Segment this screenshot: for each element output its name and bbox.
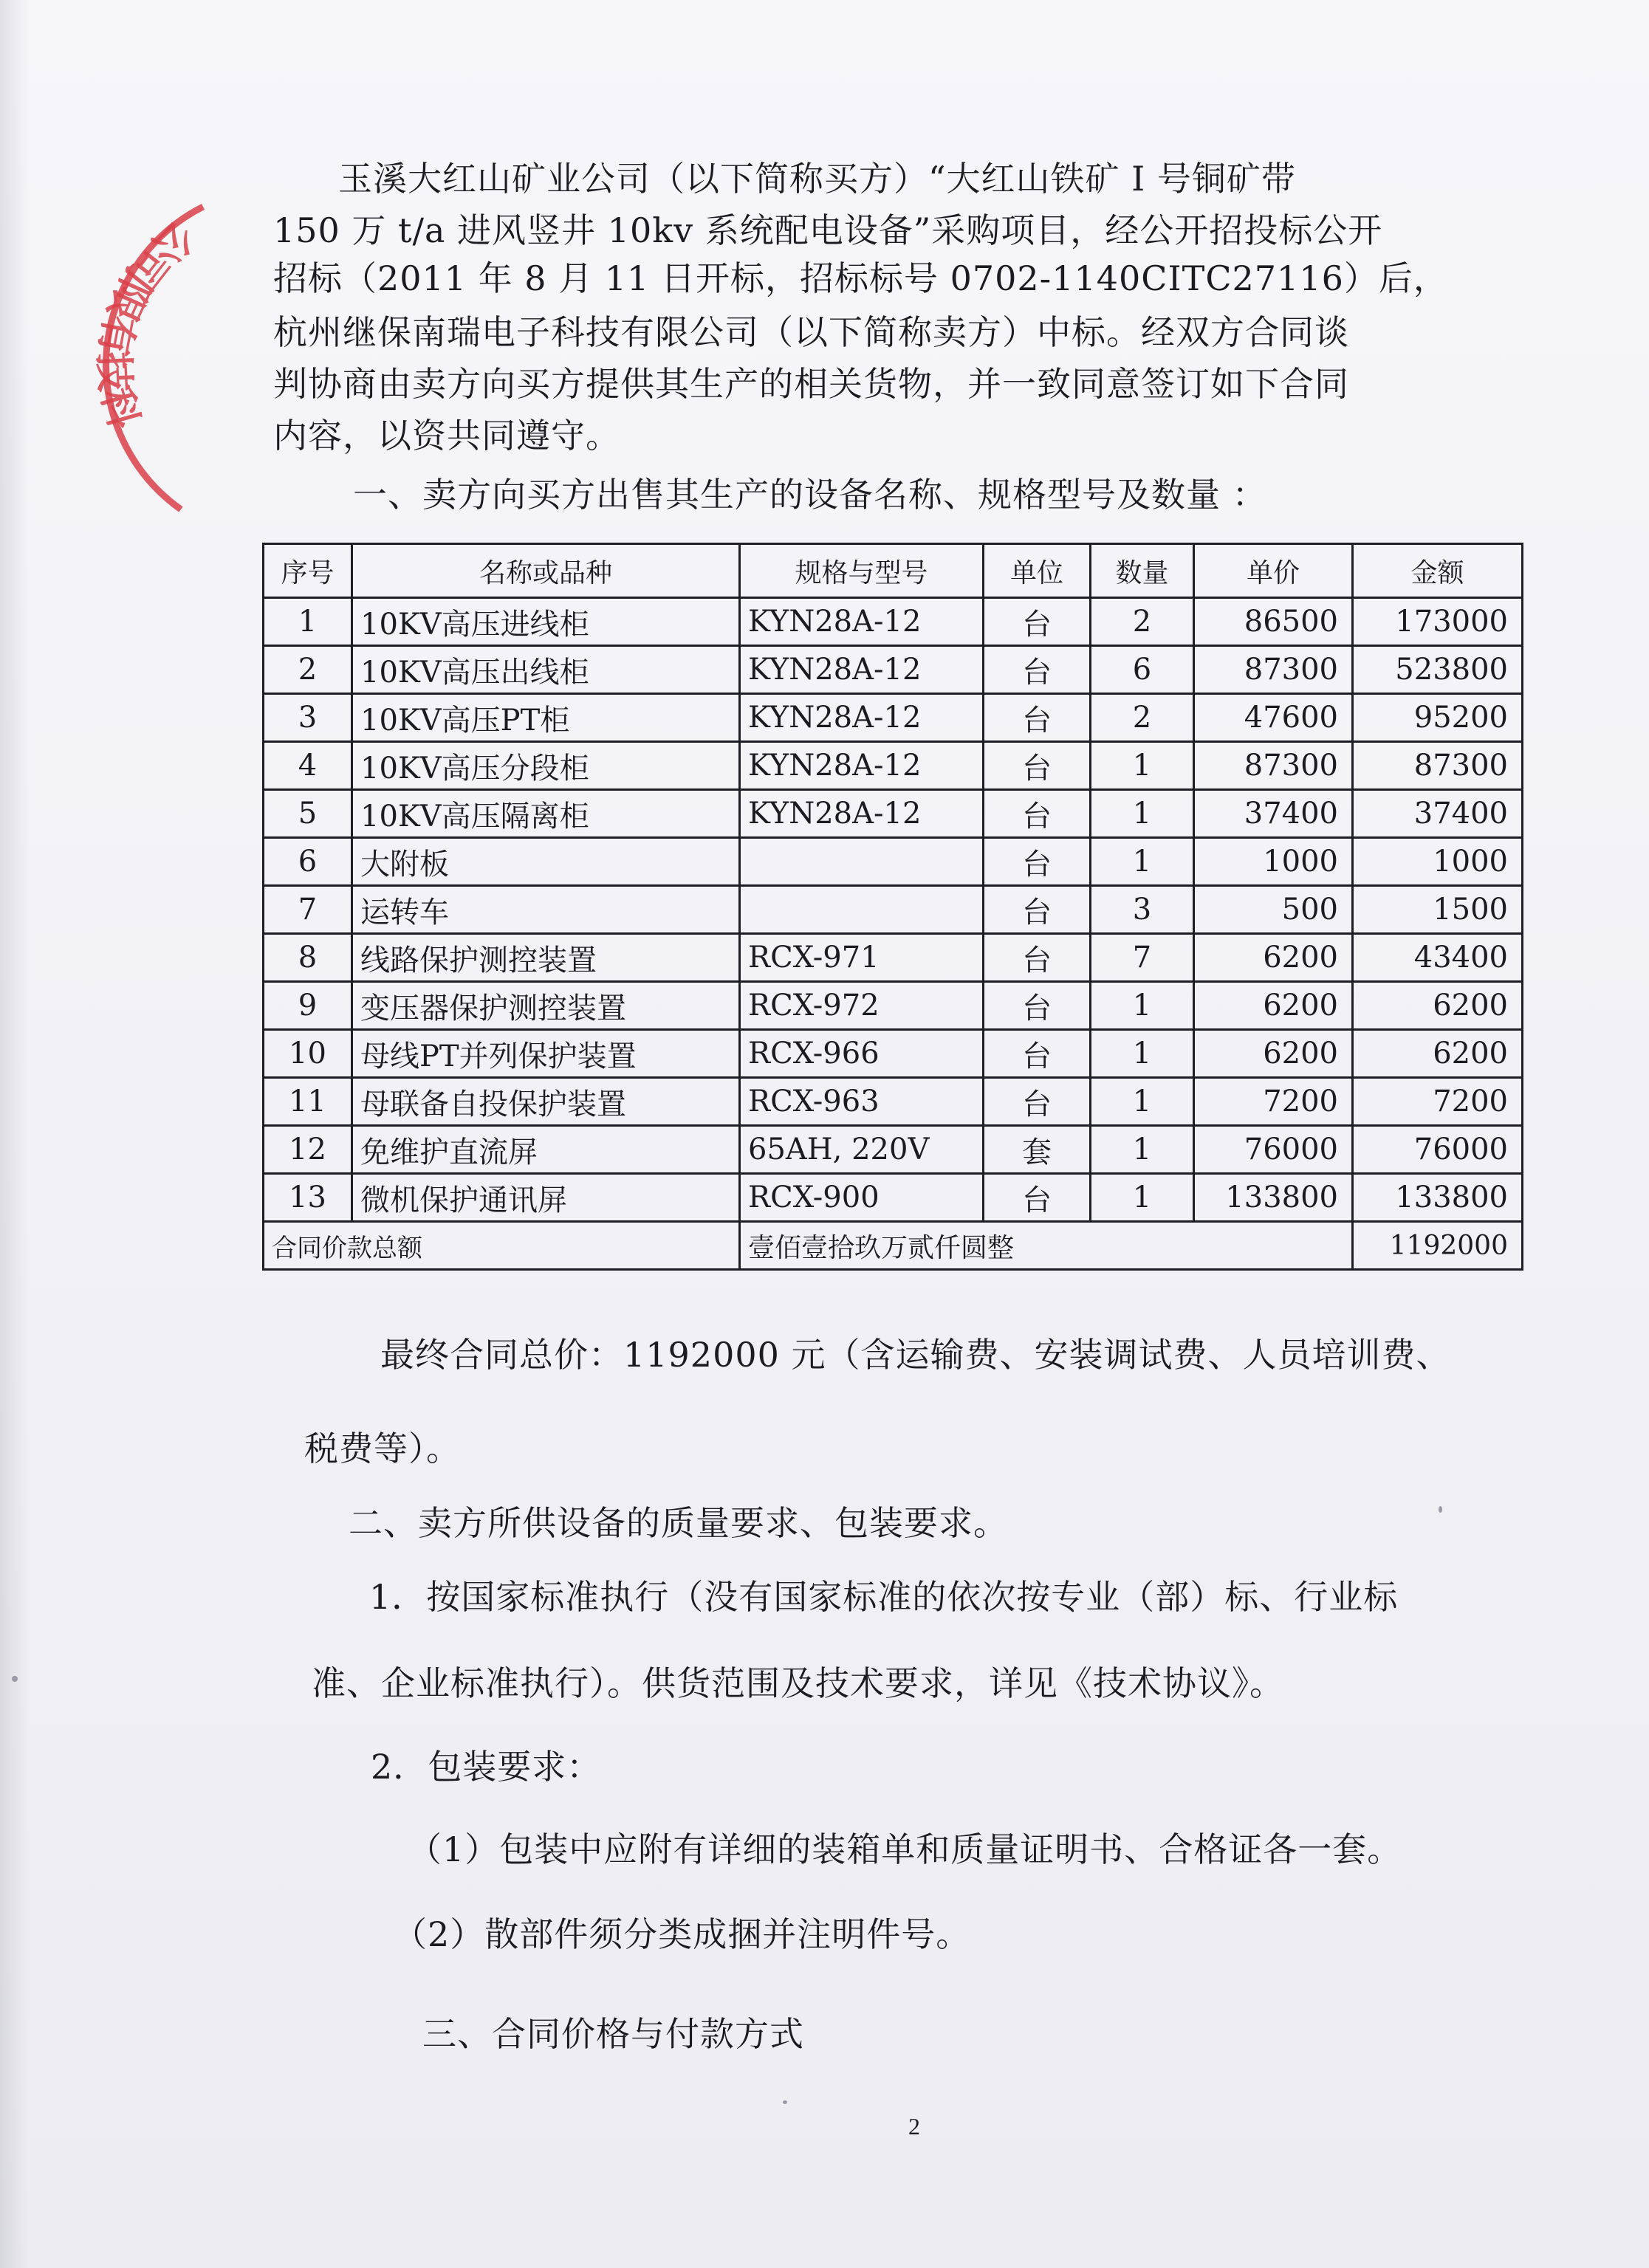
cell-model: KYN28A-12 — [740, 790, 984, 838]
cell-seq: 2 — [264, 646, 352, 694]
total-in-words: 壹佰壹拾玖万贰仟圆整 — [740, 1222, 1353, 1270]
cell-seq: 1 — [264, 598, 352, 646]
section-1-title: 一、卖方向买方出售其生产的设备名称、规格型号及数量 ： — [353, 475, 1267, 515]
intro-line-4: 杭州继保南瑞电子科技有限公司（以下简称卖方）中标。经双方合同谈 — [273, 312, 1349, 352]
cell-amount: 6200 — [1353, 982, 1523, 1030]
table-row — [264, 886, 1523, 934]
cell-amount: 1000 — [1353, 838, 1523, 886]
equipment-table — [262, 543, 1523, 1271]
cell-unit-price: 500 — [1194, 886, 1353, 934]
final-price-line-2: 税费等）。 — [304, 1429, 461, 1468]
intro-line-1: 玉溪大红山矿业公司（以下简称买方）“大红山铁矿 I 号铜矿带 — [338, 159, 1296, 199]
cell-unit-price: 87300 — [1194, 646, 1353, 694]
table-row — [264, 742, 1523, 790]
header-model: 规格与型号 — [740, 544, 984, 598]
table-row — [264, 790, 1523, 838]
cell-model — [740, 886, 984, 934]
section-2-sub-1: （1）包装中应附有详细的装箱单和质量证明书、合格证各一套。 — [408, 1829, 1402, 1869]
cell-model — [740, 838, 984, 886]
cell-model: 65AH, 220V — [740, 1126, 984, 1174]
cell-unit-price: 86500 — [1194, 598, 1353, 646]
cell-unit-price: 6200 — [1194, 934, 1353, 982]
cell-name: 变压器保护测控装置 — [352, 982, 740, 1030]
cell-qty: 1 — [1091, 1174, 1194, 1222]
table-header-row — [264, 544, 1523, 598]
table-row — [264, 838, 1523, 886]
cell-name: 运转车 — [352, 886, 740, 934]
cell-qty: 6 — [1091, 646, 1194, 694]
cell-unit: 台 — [984, 1030, 1091, 1078]
cell-unit-price: 1000 — [1194, 838, 1353, 886]
cell-unit-price: 76000 — [1194, 1126, 1353, 1174]
cell-seq: 12 — [264, 1126, 352, 1174]
cell-qty: 1 — [1091, 742, 1194, 790]
cell-unit-price: 6200 — [1194, 1030, 1353, 1078]
cell-unit-price: 47600 — [1194, 694, 1353, 742]
table-row — [264, 982, 1523, 1030]
cell-unit: 台 — [984, 646, 1091, 694]
section-2-item-1-line-1: 1．按国家标准执行（没有国家标准的依次按专业（部）标、行业标 — [369, 1577, 1399, 1617]
cell-qty: 7 — [1091, 934, 1194, 982]
cell-unit: 台 — [984, 694, 1091, 742]
cell-seq: 3 — [264, 694, 352, 742]
cell-unit-price: 6200 — [1194, 982, 1353, 1030]
cell-qty: 2 — [1091, 598, 1194, 646]
seal-text: 公司限有技科 — [89, 212, 203, 434]
table-row — [264, 1126, 1523, 1174]
cell-seq: 11 — [264, 1078, 352, 1126]
intro-line-5: 判协商由卖方向买方提供其生产的相关货物，并一致同意签订如下合同 — [273, 364, 1349, 404]
cell-qty: 1 — [1091, 790, 1194, 838]
scan-speck — [1439, 1506, 1442, 1513]
table-row — [264, 694, 1523, 742]
cell-unit-price: 87300 — [1194, 742, 1353, 790]
cell-unit: 台 — [984, 1174, 1091, 1222]
cell-amount: 87300 — [1353, 742, 1523, 790]
table-row — [264, 1174, 1523, 1222]
header-unit-price: 单价 — [1194, 544, 1353, 598]
intro-line-3: 招标（2011 年 8 月 11 日开标，招标标号 0702-1140CITC27116）后， — [273, 258, 1448, 298]
cell-unit: 台 — [984, 982, 1091, 1030]
cell-amount: 43400 — [1353, 934, 1523, 982]
cell-qty: 2 — [1091, 694, 1194, 742]
cell-name: 大附板 — [352, 838, 740, 886]
cell-amount: 173000 — [1353, 598, 1523, 646]
cell-unit: 台 — [984, 1078, 1091, 1126]
header-name: 名称或品种 — [352, 544, 740, 598]
cell-seq: 6 — [264, 838, 352, 886]
cell-qty: 3 — [1091, 886, 1194, 934]
cell-seq: 8 — [264, 934, 352, 982]
section-2-item-1-line-2: 准、企业标准执行）。供货范围及技术要求，详见《技术协议》。 — [312, 1663, 1284, 1703]
cell-name: 母联备自投保护装置 — [352, 1078, 740, 1126]
table-row — [264, 646, 1523, 694]
cell-model: KYN28A-12 — [740, 646, 984, 694]
cell-seq: 5 — [264, 790, 352, 838]
cell-amount: 76000 — [1353, 1126, 1523, 1174]
cell-name: 10KV高压分段柜 — [352, 742, 740, 790]
total-label: 合同价款总额 — [264, 1222, 740, 1270]
cell-qty: 1 — [1091, 1078, 1194, 1126]
header-amount: 金额 — [1353, 544, 1523, 598]
cell-model: KYN28A-12 — [740, 598, 984, 646]
cell-amount: 95200 — [1353, 694, 1523, 742]
cell-unit: 台 — [984, 742, 1091, 790]
cell-amount: 37400 — [1353, 790, 1523, 838]
final-price-line-1: 最终合同总价：1192000 元（含运输费、安装调试费、人员培训费、 — [380, 1335, 1451, 1375]
cell-unit: 套 — [984, 1126, 1091, 1174]
scan-speck — [783, 2100, 787, 2104]
cell-qty: 1 — [1091, 1126, 1194, 1174]
cell-qty: 1 — [1091, 838, 1194, 886]
cell-unit-price: 7200 — [1194, 1078, 1353, 1126]
cell-model: KYN28A-12 — [740, 742, 984, 790]
cell-name: 线路保护测控装置 — [352, 934, 740, 982]
cell-model: RCX-971 — [740, 934, 984, 982]
cell-name: 母线PT并列保护装置 — [352, 1030, 740, 1078]
total-amount: 1192000 — [1353, 1222, 1523, 1270]
section-2-sub-2: （2）散部件须分类成捆并注明件号。 — [393, 1914, 971, 1954]
cell-name: 10KV高压进线柜 — [352, 598, 740, 646]
cell-amount: 6200 — [1353, 1030, 1523, 1078]
cell-unit: 台 — [984, 886, 1091, 934]
cell-unit: 台 — [984, 790, 1091, 838]
cell-model: RCX-963 — [740, 1078, 984, 1126]
cell-seq: 4 — [264, 742, 352, 790]
cell-name: 10KV高压PT柜 — [352, 694, 740, 742]
cell-unit: 台 — [984, 598, 1091, 646]
cell-qty: 1 — [1091, 1030, 1194, 1078]
cell-model: KYN28A-12 — [740, 694, 984, 742]
table-row — [264, 1078, 1523, 1126]
intro-line-6: 内容，以资共同遵守。 — [273, 416, 620, 456]
section-3-title: 三、合同价格与付款方式 — [422, 2014, 804, 2054]
cell-name: 微机保护通讯屏 — [352, 1174, 740, 1222]
cell-model: RCX-972 — [740, 982, 984, 1030]
header-unit: 单位 — [984, 544, 1091, 598]
header-seq: 序号 — [264, 544, 352, 598]
cell-unit-price: 37400 — [1194, 790, 1353, 838]
company-seal — [15, 185, 236, 524]
cell-seq: 7 — [264, 886, 352, 934]
table-row — [264, 1030, 1523, 1078]
cell-model: RCX-966 — [740, 1030, 984, 1078]
table-body — [264, 598, 1523, 1270]
cell-unit: 台 — [984, 838, 1091, 886]
cell-amount: 133800 — [1353, 1174, 1523, 1222]
cell-amount: 523800 — [1353, 646, 1523, 694]
cell-seq: 10 — [264, 1030, 352, 1078]
table-total-row — [264, 1222, 1523, 1270]
cell-name: 10KV高压出线柜 — [352, 646, 740, 694]
cell-amount: 7200 — [1353, 1078, 1523, 1126]
cell-model: RCX-900 — [740, 1174, 984, 1222]
scan-speck — [12, 1676, 18, 1682]
cell-seq: 9 — [264, 982, 352, 1030]
cell-unit: 台 — [984, 934, 1091, 982]
header-qty: 数量 — [1091, 544, 1194, 598]
cell-seq: 13 — [264, 1174, 352, 1222]
cell-name: 免维护直流屏 — [352, 1126, 740, 1174]
intro-line-2: 150 万 t/a 进风竖井 10kv 系统配电设备”采购项目，经公开招投标公开 — [273, 210, 1383, 250]
section-2-title: 二、卖方所供设备的质量要求、包装要求。 — [349, 1503, 1008, 1543]
table-row — [264, 934, 1523, 982]
cell-unit-price: 133800 — [1194, 1174, 1353, 1222]
table-row — [264, 598, 1523, 646]
cell-amount: 1500 — [1353, 886, 1523, 934]
page-number: 2 — [908, 2113, 920, 2140]
section-2-item-2: 2．包装要求： — [371, 1747, 602, 1787]
cell-name: 10KV高压隔离柜 — [352, 790, 740, 838]
cell-qty: 1 — [1091, 982, 1194, 1030]
